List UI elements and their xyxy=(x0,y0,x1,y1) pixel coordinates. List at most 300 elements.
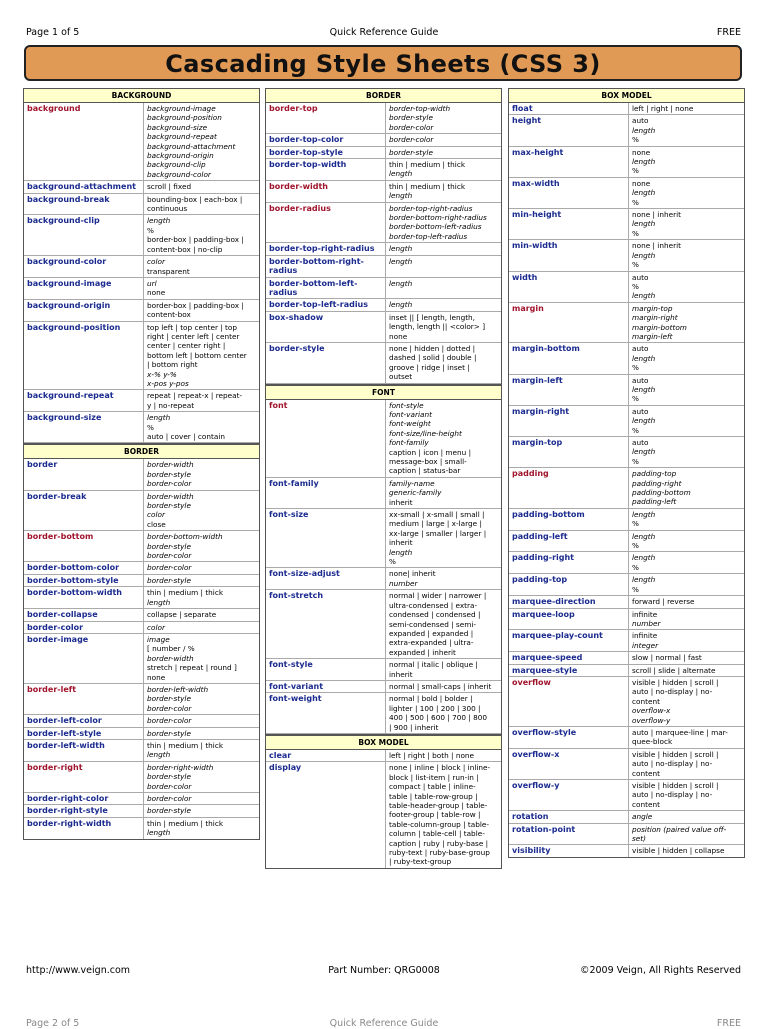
value-line: continuous xyxy=(147,204,188,214)
value-line: thin | medium | thick xyxy=(147,588,224,598)
value-line: transparent xyxy=(147,266,190,276)
property-values xyxy=(629,727,744,748)
property-values xyxy=(144,575,259,586)
property-name: border-right-color xyxy=(24,793,144,804)
property-name: background-position xyxy=(24,322,144,390)
property-values xyxy=(144,103,259,180)
value-line: margin-left xyxy=(632,331,673,341)
property-values xyxy=(629,406,744,436)
property-name: min-width xyxy=(509,240,629,270)
property-name: display xyxy=(266,762,386,867)
value-line: none xyxy=(147,672,166,682)
value-line: auto | no-display | no- xyxy=(632,687,713,697)
property-row xyxy=(509,630,744,652)
property-name: clear xyxy=(266,750,386,761)
value-line: border-box | padding-box | xyxy=(147,235,244,245)
value-line: color xyxy=(147,622,165,632)
property-values xyxy=(144,740,259,761)
property-row xyxy=(266,103,501,134)
property-values xyxy=(629,437,744,467)
value-line: table-column-group | table- xyxy=(389,819,490,829)
property-name: overflow-style xyxy=(509,727,629,748)
value-line: border-color xyxy=(147,716,192,726)
property-name: max-height xyxy=(509,147,629,177)
property-name: background-origin xyxy=(24,300,144,321)
property-name: border-left-width xyxy=(24,740,144,761)
property-row xyxy=(24,181,259,193)
property-values xyxy=(629,531,744,552)
property-name: background-color xyxy=(24,256,144,277)
property-name: border-top-left-radius xyxy=(266,299,386,310)
property-name: border xyxy=(24,459,144,489)
property-name: marquee-style xyxy=(509,665,629,676)
property-row xyxy=(266,568,501,590)
value-line: length xyxy=(147,413,171,423)
value-line: none xyxy=(632,178,651,188)
property-values xyxy=(386,243,501,254)
value-line: background-attachment xyxy=(147,141,236,151)
property-name: padding-top xyxy=(509,574,629,595)
page-title: Cascading Style Sheets (CSS 3) xyxy=(24,45,742,81)
property-values xyxy=(629,780,744,810)
property-values xyxy=(629,375,744,405)
property-row xyxy=(24,322,259,391)
value-line: expanded | expanded | xyxy=(389,628,474,638)
property-row xyxy=(24,256,259,278)
value-line: dashed | solid | double | xyxy=(389,353,477,363)
property-row xyxy=(24,278,259,300)
value-line: border-style xyxy=(147,806,191,816)
property-row xyxy=(24,728,259,740)
value-line: block | list-item | run-in | xyxy=(389,772,479,782)
value-line: thin | medium | thick xyxy=(389,160,466,170)
property-name: border-top-right-radius xyxy=(266,243,386,254)
value-line: | 900 | inherit xyxy=(389,722,439,732)
property-row xyxy=(509,665,744,677)
property-name: background-clip xyxy=(24,215,144,255)
value-line: forward | reverse xyxy=(632,597,695,607)
value-line: xx-small | x-small | small | xyxy=(389,510,485,520)
value-line: border-color xyxy=(147,563,192,573)
section-header: FONT xyxy=(266,384,501,400)
property-name: border-color xyxy=(24,622,144,633)
property-values xyxy=(386,103,501,133)
copyright: ©2009 Veign, All Rights Reserved xyxy=(579,965,741,976)
property-row xyxy=(509,147,744,178)
value-line: % xyxy=(147,422,154,432)
value-line: caption | ruby | ruby-base | xyxy=(389,838,489,848)
property-name: max-width xyxy=(509,178,629,208)
property-values xyxy=(144,715,259,726)
value-line: normal | wider | narrower | xyxy=(389,591,487,601)
property-row xyxy=(266,181,501,203)
property-row xyxy=(266,278,501,300)
value-line: auto xyxy=(632,272,649,282)
value-line: right | center left | center xyxy=(147,331,240,341)
property-values xyxy=(144,215,259,255)
value-line: inherit xyxy=(389,538,413,548)
property-name: margin-left xyxy=(509,375,629,405)
property-row xyxy=(266,681,501,693)
value-line: caption | icon | menu | xyxy=(389,447,472,457)
value-line: thin | medium | thick xyxy=(147,818,224,828)
value-line: border-right-width xyxy=(147,762,214,772)
property-row xyxy=(509,780,744,811)
guide-label: Quick Reference Guide xyxy=(329,27,439,38)
value-line: border-color xyxy=(147,781,192,791)
property-row xyxy=(24,740,259,762)
value-line: x-% y-% xyxy=(147,369,177,379)
value-line: content xyxy=(632,799,660,809)
section-header: BOX MODEL xyxy=(509,89,744,103)
value-line: background-color xyxy=(147,169,211,179)
property-values xyxy=(386,312,501,342)
property-name: border-right-width xyxy=(24,818,144,839)
property-values xyxy=(629,303,744,343)
property-name: border-break xyxy=(24,491,144,531)
value-line: bottom left | bottom center xyxy=(147,350,247,360)
property-values xyxy=(386,400,501,477)
property-row xyxy=(509,115,744,146)
property-row xyxy=(266,134,501,146)
property-row xyxy=(24,412,259,443)
property-values xyxy=(629,343,744,373)
property-row xyxy=(509,531,744,553)
property-name: marquee-loop xyxy=(509,609,629,630)
value-line: normal | bold | bolder | xyxy=(389,694,473,704)
free-label: FREE xyxy=(716,27,741,38)
property-row xyxy=(509,811,744,823)
property-values xyxy=(144,684,259,714)
value-line: border-top-right-radius xyxy=(389,203,473,213)
value-line: collapse | separate xyxy=(147,610,217,620)
value-line: length xyxy=(147,828,171,838)
value-line: auto xyxy=(632,438,649,447)
next-page-number: Page 2 of 5 xyxy=(26,1018,80,1029)
footer-url[interactable]: http://www.veign.com xyxy=(26,965,131,976)
value-line: family-name xyxy=(389,478,435,488)
property-values xyxy=(386,181,501,202)
value-line: auto | marquee-line | mar- xyxy=(632,727,728,737)
property-name: font-stretch xyxy=(266,590,386,658)
property-row xyxy=(24,575,259,587)
property-row xyxy=(509,727,744,749)
value-line: border-color xyxy=(147,703,192,713)
property-row xyxy=(509,209,744,240)
value-line: number xyxy=(632,618,661,628)
property-name: font-family xyxy=(266,478,386,508)
value-line: length xyxy=(389,547,413,557)
property-values xyxy=(386,299,501,310)
value-line: length xyxy=(147,750,171,760)
property-row xyxy=(24,762,259,793)
property-name: min-height xyxy=(509,209,629,239)
property-row xyxy=(266,509,501,568)
value-line: left | right | none xyxy=(632,104,694,113)
property-values xyxy=(629,824,744,845)
value-line: % xyxy=(632,197,639,207)
value-line: ruby-text | ruby-base-group xyxy=(389,848,490,858)
property-name: border-collapse xyxy=(24,609,144,620)
value-line: inherit xyxy=(389,497,413,507)
property-values xyxy=(386,590,501,658)
property-values xyxy=(386,750,501,761)
value-line: content-box | no-clip xyxy=(147,244,223,254)
value-line: visible | hidden | scroll | xyxy=(632,749,719,759)
property-values xyxy=(144,793,259,804)
value-line: length xyxy=(389,169,413,179)
value-line: none | inherit xyxy=(632,241,681,251)
property-row xyxy=(509,596,744,608)
property-values xyxy=(144,181,259,192)
value-line: left | right | both | none xyxy=(389,750,475,760)
property-row xyxy=(266,659,501,681)
property-values xyxy=(386,256,501,277)
value-line: auto | cover | contain xyxy=(147,432,225,441)
property-values xyxy=(144,562,259,573)
property-name: border-left-style xyxy=(24,728,144,739)
property-name: border-top-style xyxy=(266,147,386,158)
property-name: border-image xyxy=(24,634,144,683)
value-line: border-box | padding-box | xyxy=(147,300,244,310)
property-row xyxy=(509,343,744,374)
property-values xyxy=(386,343,501,383)
value-line: length xyxy=(632,291,656,301)
property-name: marquee-play-count xyxy=(509,630,629,651)
value-line: padding-top xyxy=(632,469,677,479)
property-row xyxy=(24,715,259,727)
property-row xyxy=(509,178,744,209)
property-row xyxy=(509,677,744,727)
property-row xyxy=(266,400,501,478)
value-line: condensed | condensed | xyxy=(389,610,481,620)
property-row xyxy=(266,243,501,255)
property-name: background-repeat xyxy=(24,390,144,411)
value-line: scroll | fixed xyxy=(147,182,192,192)
property-row xyxy=(266,750,501,762)
value-line: thin | medium | thick xyxy=(389,181,466,191)
value-line: border-style xyxy=(147,541,191,551)
value-line: overflow-y xyxy=(632,715,671,725)
value-line: font-size/line-height xyxy=(389,428,462,438)
property-name: font-size xyxy=(266,509,386,567)
property-row xyxy=(509,468,744,509)
property-row xyxy=(266,590,501,659)
value-line: % xyxy=(632,562,639,572)
value-line: none xyxy=(632,147,651,157)
property-values xyxy=(629,596,744,607)
value-line: visible | hidden | collapse xyxy=(632,846,725,856)
property-name: border-top xyxy=(266,103,386,133)
property-values xyxy=(386,681,501,692)
value-line: border-style xyxy=(389,147,433,157)
property-name: border-style xyxy=(266,343,386,383)
property-row xyxy=(24,793,259,805)
property-row xyxy=(24,805,259,817)
value-line: x-pos y-pos xyxy=(147,378,189,388)
value-line: border-width xyxy=(147,460,194,470)
property-values xyxy=(629,665,744,676)
property-values xyxy=(144,728,259,739)
value-line: border-color xyxy=(147,479,192,489)
property-row xyxy=(266,203,501,244)
property-values xyxy=(629,811,744,822)
next-guide-label: Quick Reference Guide xyxy=(329,1018,439,1029)
value-line: number xyxy=(389,578,418,588)
value-line: border-left-width xyxy=(147,684,209,694)
property-row xyxy=(24,459,259,490)
property-name: margin-bottom xyxy=(509,343,629,373)
value-line: % xyxy=(632,541,639,551)
value-line: column | table-cell | table- xyxy=(389,829,485,839)
value-line: color xyxy=(147,257,165,267)
value-line: repeat | repeat-x | repeat- xyxy=(147,391,243,401)
property-name: border-bottom-left-radius xyxy=(266,278,386,299)
value-line: compact | table | inline- xyxy=(389,782,476,792)
property-values xyxy=(629,845,744,856)
property-row xyxy=(266,256,501,278)
value-line: length xyxy=(632,250,656,260)
property-values xyxy=(144,762,259,792)
value-line: | ruby-text-group xyxy=(389,857,452,867)
property-name: border-bottom-right-radius xyxy=(266,256,386,277)
property-row xyxy=(266,478,501,509)
value-line: overflow-x xyxy=(632,706,671,716)
value-line: background-position xyxy=(147,113,222,123)
value-line: background-origin xyxy=(147,151,214,161)
property-row xyxy=(24,215,259,256)
value-line: auto xyxy=(632,375,649,385)
value-line: visible | hidden | scroll | xyxy=(632,677,719,687)
property-name: border-top-color xyxy=(266,134,386,145)
section-header: BOX MODEL xyxy=(266,734,501,750)
value-line: % xyxy=(632,260,639,270)
property-values xyxy=(144,531,259,561)
value-line: table-header-group | table- xyxy=(389,801,488,810)
value-line: padding-left xyxy=(632,497,677,507)
property-row xyxy=(24,103,259,181)
property-row xyxy=(509,303,744,344)
value-line: length xyxy=(147,216,171,226)
property-name: visibility xyxy=(509,845,629,856)
property-row xyxy=(24,609,259,621)
value-line: length xyxy=(632,384,656,394)
value-line: normal | small-caps | inherit xyxy=(389,681,492,691)
property-row xyxy=(266,299,501,311)
value-line: semi-condensed | semi- xyxy=(389,619,476,629)
value-line: border-style xyxy=(147,469,191,479)
value-line: caption | status-bar xyxy=(389,466,461,476)
value-line: infinite xyxy=(632,631,658,641)
value-line: border-style xyxy=(389,113,433,123)
value-line: content-box xyxy=(147,310,191,320)
value-line: length, length || <color> ] xyxy=(389,322,486,332)
value-line: length xyxy=(389,278,413,288)
value-line: background-image xyxy=(147,104,216,113)
property-values xyxy=(144,322,259,390)
property-row xyxy=(509,509,744,531)
value-line: background-size xyxy=(147,122,208,132)
property-name: background-break xyxy=(24,194,144,215)
value-line: % xyxy=(632,456,639,466)
property-row xyxy=(24,684,259,715)
property-values xyxy=(629,677,744,726)
property-values xyxy=(386,159,501,180)
property-name: width xyxy=(509,272,629,302)
property-name: background xyxy=(24,103,144,180)
value-line: medium | large | x-large | xyxy=(389,519,482,529)
value-line: length xyxy=(632,353,656,363)
value-line: length xyxy=(632,157,656,167)
property-name: overflow-y xyxy=(509,780,629,810)
property-values xyxy=(386,203,501,243)
value-line: center | center right | xyxy=(147,341,226,351)
value-line: border-style xyxy=(147,772,191,782)
property-values xyxy=(629,240,744,270)
part-number: Part Number: QRG0008 xyxy=(328,965,440,976)
value-line: length xyxy=(632,416,656,426)
property-row xyxy=(509,406,744,437)
column-2 xyxy=(265,88,502,869)
value-line: background-clip xyxy=(147,160,206,170)
property-values xyxy=(144,491,259,531)
property-values xyxy=(629,147,744,177)
value-line: border-color xyxy=(147,794,192,803)
property-row xyxy=(509,437,744,468)
property-values xyxy=(629,609,744,630)
property-name: border-bottom-color xyxy=(24,562,144,573)
property-name: font xyxy=(266,400,386,477)
section-header: BORDER xyxy=(266,89,501,103)
property-row xyxy=(509,609,744,631)
property-name: rotation-point xyxy=(509,824,629,845)
property-values xyxy=(629,103,744,114)
value-line: font-style xyxy=(389,400,424,410)
property-name: padding xyxy=(509,468,629,508)
property-row xyxy=(266,159,501,181)
property-row xyxy=(266,762,501,867)
property-name: border-top-width xyxy=(266,159,386,180)
value-line: | bottom right xyxy=(147,360,198,370)
value-line: none| inherit xyxy=(389,569,436,579)
property-row xyxy=(24,562,259,574)
column-3 xyxy=(508,88,745,858)
value-line: % xyxy=(632,135,639,145)
property-row xyxy=(266,312,501,343)
property-name: border-right-style xyxy=(24,805,144,816)
property-row xyxy=(24,622,259,634)
value-line: font-variant xyxy=(389,409,432,419)
property-values xyxy=(629,749,744,779)
property-values xyxy=(386,478,501,508)
value-line: % xyxy=(632,281,639,291)
value-line: generic-family xyxy=(389,488,442,498)
property-row xyxy=(24,634,259,684)
property-row xyxy=(24,194,259,216)
value-line: scroll | slide | alternate xyxy=(632,665,716,675)
property-values xyxy=(144,622,259,633)
value-line: content xyxy=(632,768,660,778)
value-line: y | no-repeat xyxy=(147,400,195,410)
property-name: marquee-direction xyxy=(509,596,629,607)
property-values xyxy=(144,194,259,215)
value-line: border-style xyxy=(147,694,191,704)
property-values xyxy=(386,147,501,158)
value-line: close xyxy=(147,519,166,529)
property-values xyxy=(144,634,259,683)
property-name: background-size xyxy=(24,412,144,442)
value-line: font-weight xyxy=(389,419,431,429)
